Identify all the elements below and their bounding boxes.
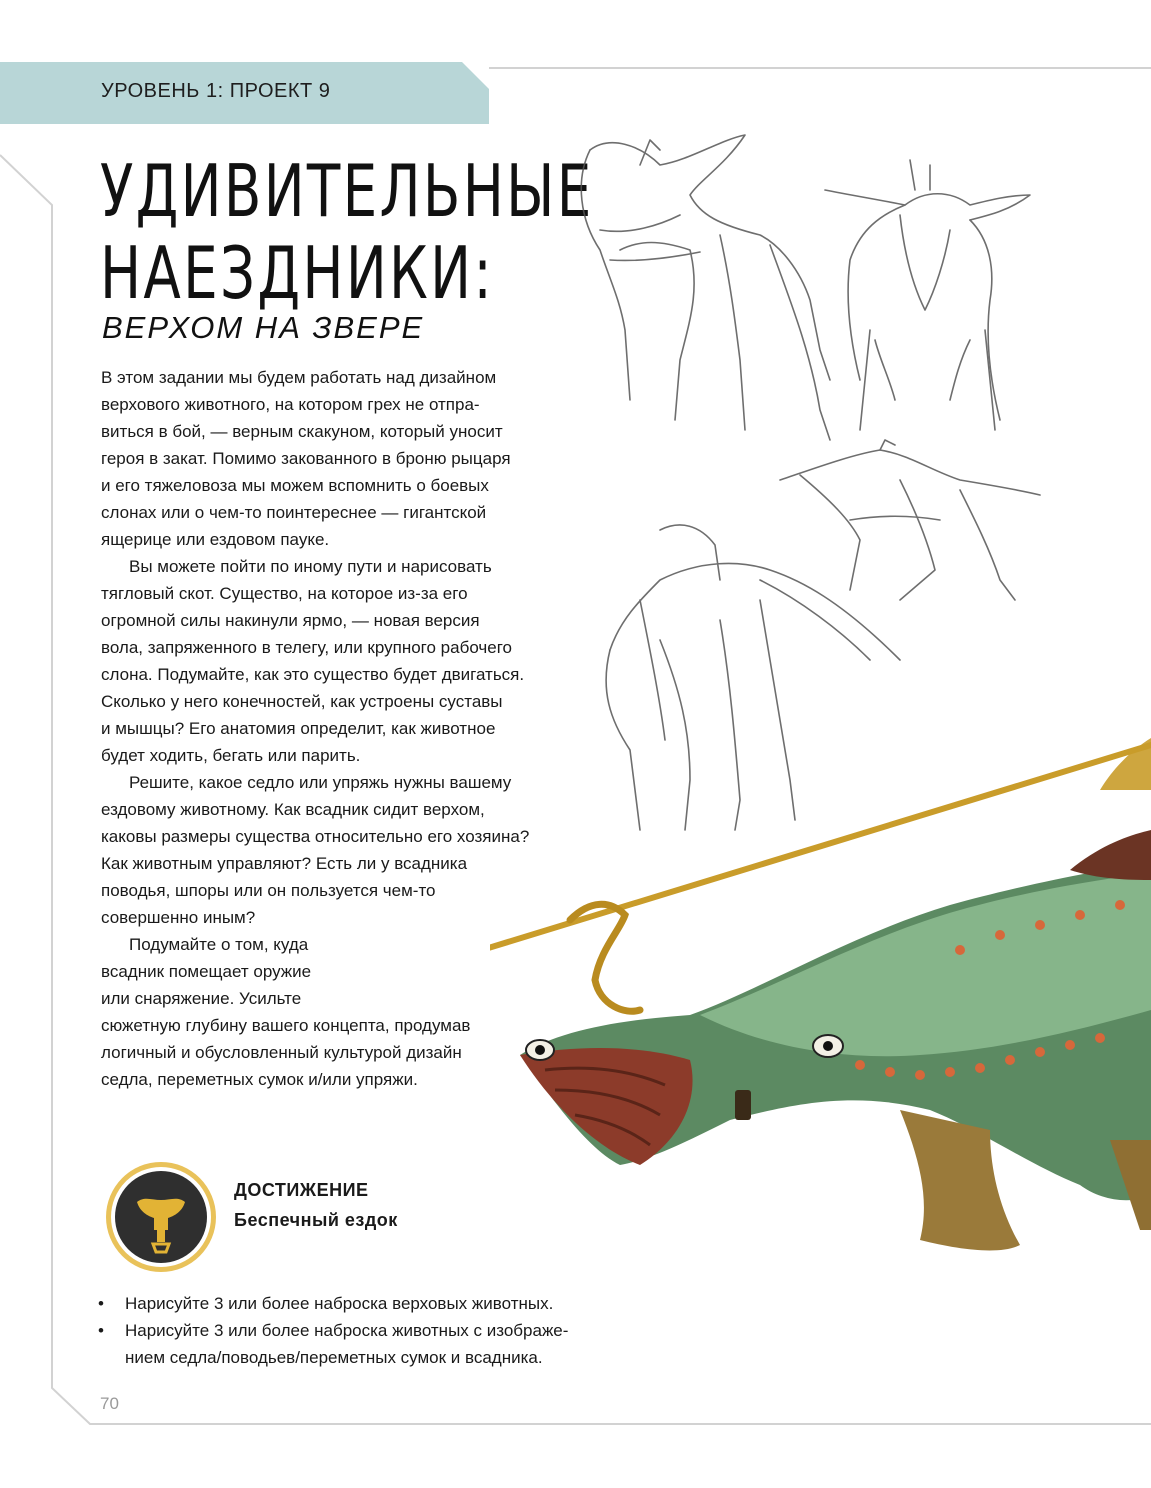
title-line-2: НАЕЗДНИКИ: bbox=[100, 231, 495, 315]
sketch-creature-1 bbox=[581, 135, 830, 440]
task-list bbox=[98, 1290, 618, 1371]
page-number: 70 bbox=[100, 1394, 119, 1413]
bullet: • bbox=[98, 1294, 104, 1313]
paragraph-2: Вы можете пойти по иному пути и нарисовать тягловый скот. Существо, на которое из-за его огромной силы накинули ярмо, — новая версия вола, запряженного в телегу, или крупного рабочего слона. Подумайте, как это существо будет двигаться. Сколько у него конечностей, как устроены суставы и мышцы? Его анатомия определит, как животное будет ходить, бегать или парить. bbox=[101, 557, 525, 765]
paragraph-4: Подумайте о том, куда всадник помещает оружие или снаряжение. Усильте сюжетную глубину вашего концепта, продумав логичный и обусловленный культурой дизайн седла, переметных сумок и/или упряжи. bbox=[101, 935, 471, 1089]
sketch-creature-2 bbox=[825, 160, 1030, 430]
achievement-label: ДОСТИЖЕНИЕ bbox=[234, 1180, 369, 1200]
paragraph-1: В этом задании мы будем работать над дизайном верхового животного, на котором грех не отпра- виться в бой, — верным скакуном, который уносит героя в закат. Помимо закованного в броню рыцаря и его тяжеловоза мы можем вспомнить о боевых слонах или о чем-то поинтереснее — гигантской ящерице или ездовом пауке. bbox=[101, 368, 511, 549]
page-subtitle: ВЕРХОМ НА ЗВЕРЕ bbox=[102, 310, 425, 345]
list-item: • Нарисуйте 3 или более наброска верховых животных. bbox=[98, 1290, 618, 1317]
paragraph-3: Решите, какое седло или упряжь нужны вашему ездовому животному. Как всадник сидит верхом, каковы размеры существа относительно его хозяина? Как животным управляют? Есть ли у всадника поводья, шпоры или он пользуется чем-то совершенно иным? bbox=[101, 773, 530, 927]
achievement-badge bbox=[104, 1160, 218, 1274]
level-label: УРОВЕНЬ 1: ПРОЕКТ 9 bbox=[101, 80, 331, 102]
sketch-creature-3 bbox=[780, 440, 1040, 600]
sketch-creature-4 bbox=[606, 525, 900, 830]
bullet: • bbox=[98, 1321, 104, 1340]
creature-illustration bbox=[490, 110, 1151, 1290]
achievement-name: Беспечный ездок bbox=[234, 1210, 398, 1230]
list-item: • Нарисуйте 3 или более наброска животных с изображе- нием седла/поводьев/переметных сумок и всадника. bbox=[98, 1317, 618, 1371]
title-line-1: УДИВИТЕЛЬНЫЕ bbox=[100, 149, 594, 233]
